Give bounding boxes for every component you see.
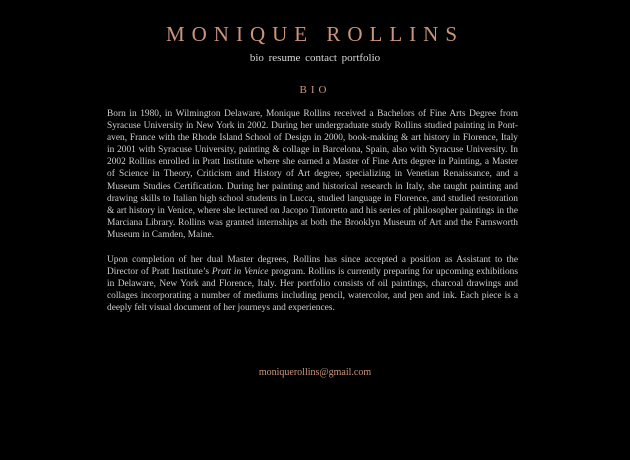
email-link[interactable]: moniquerollins@gmail.com <box>258 367 372 378</box>
nav-link-contact[interactable]: contact <box>305 52 337 64</box>
bio-paragraph-1: Born in 1980, in Wilmington Delaware, Monique Rollins received a Bachelors of Fine Arts Degree from Syracuse University in New York in 2002. During her undergraduate study Rollins studied painting in Pont-aven, France with the Rhode Island School of Design in 2000, book-making & art history in Florence, Italy in 2001 with Syracuse University, painting & collage in Barcelona, Spain, also with Syracuse University. In 2002 Rollins enrolled in Pratt Institute where she earned a Master of Fine Arts degree in Painting, a Master of Science in Theory, Criticism and History of Art degree, specializing in Venetian Renaissance, and a Museum Studies Certification. During her painting and historical research in Italy, she taught painting and drawing skills to Italian high school students in Lucca, studied language in Florence, and studied restoration & art history in Venice, where she lectured on Jacopo Tintoretto and his series of philosopher paintings in the Marciana Library. Rollins was granted internships at both the Brooklyn Museum of Art and the Farnsworth Museum in Camden, Maine. <box>107 109 518 240</box>
bio-paragraph-2-end: program. Rollins is currently preparing for upcoming exhibitions in Delaware, New York and Florence, Italy. Her portfolio consists of oil paintings, charcoal drawings and collages incorporating a number of mediums including pencil, watercolor, and pen and ink. Each piece is a deeply felt visual document of her journeys and experiences. <box>107 267 518 314</box>
bio-text <box>107 108 518 328</box>
main-nav <box>0 52 630 64</box>
site-title: MONIQUE ROLLINS <box>165 22 465 46</box>
nav-link-bio[interactable]: bio <box>249 52 264 64</box>
bio-paragraph-2 <box>107 254 518 314</box>
bio-paragraph-2-start: Upon completion of her dual Master degrees, Rollins has since accepted a position as Assistant to the Director of Pratt Institute’s <box>107 255 518 278</box>
program-name: Pratt in Venice <box>211 267 269 278</box>
nav-link-resume[interactable]: resume <box>268 52 301 64</box>
section-title: BIO <box>299 84 331 96</box>
nav-link-portfolio[interactable]: portfolio <box>341 52 381 64</box>
